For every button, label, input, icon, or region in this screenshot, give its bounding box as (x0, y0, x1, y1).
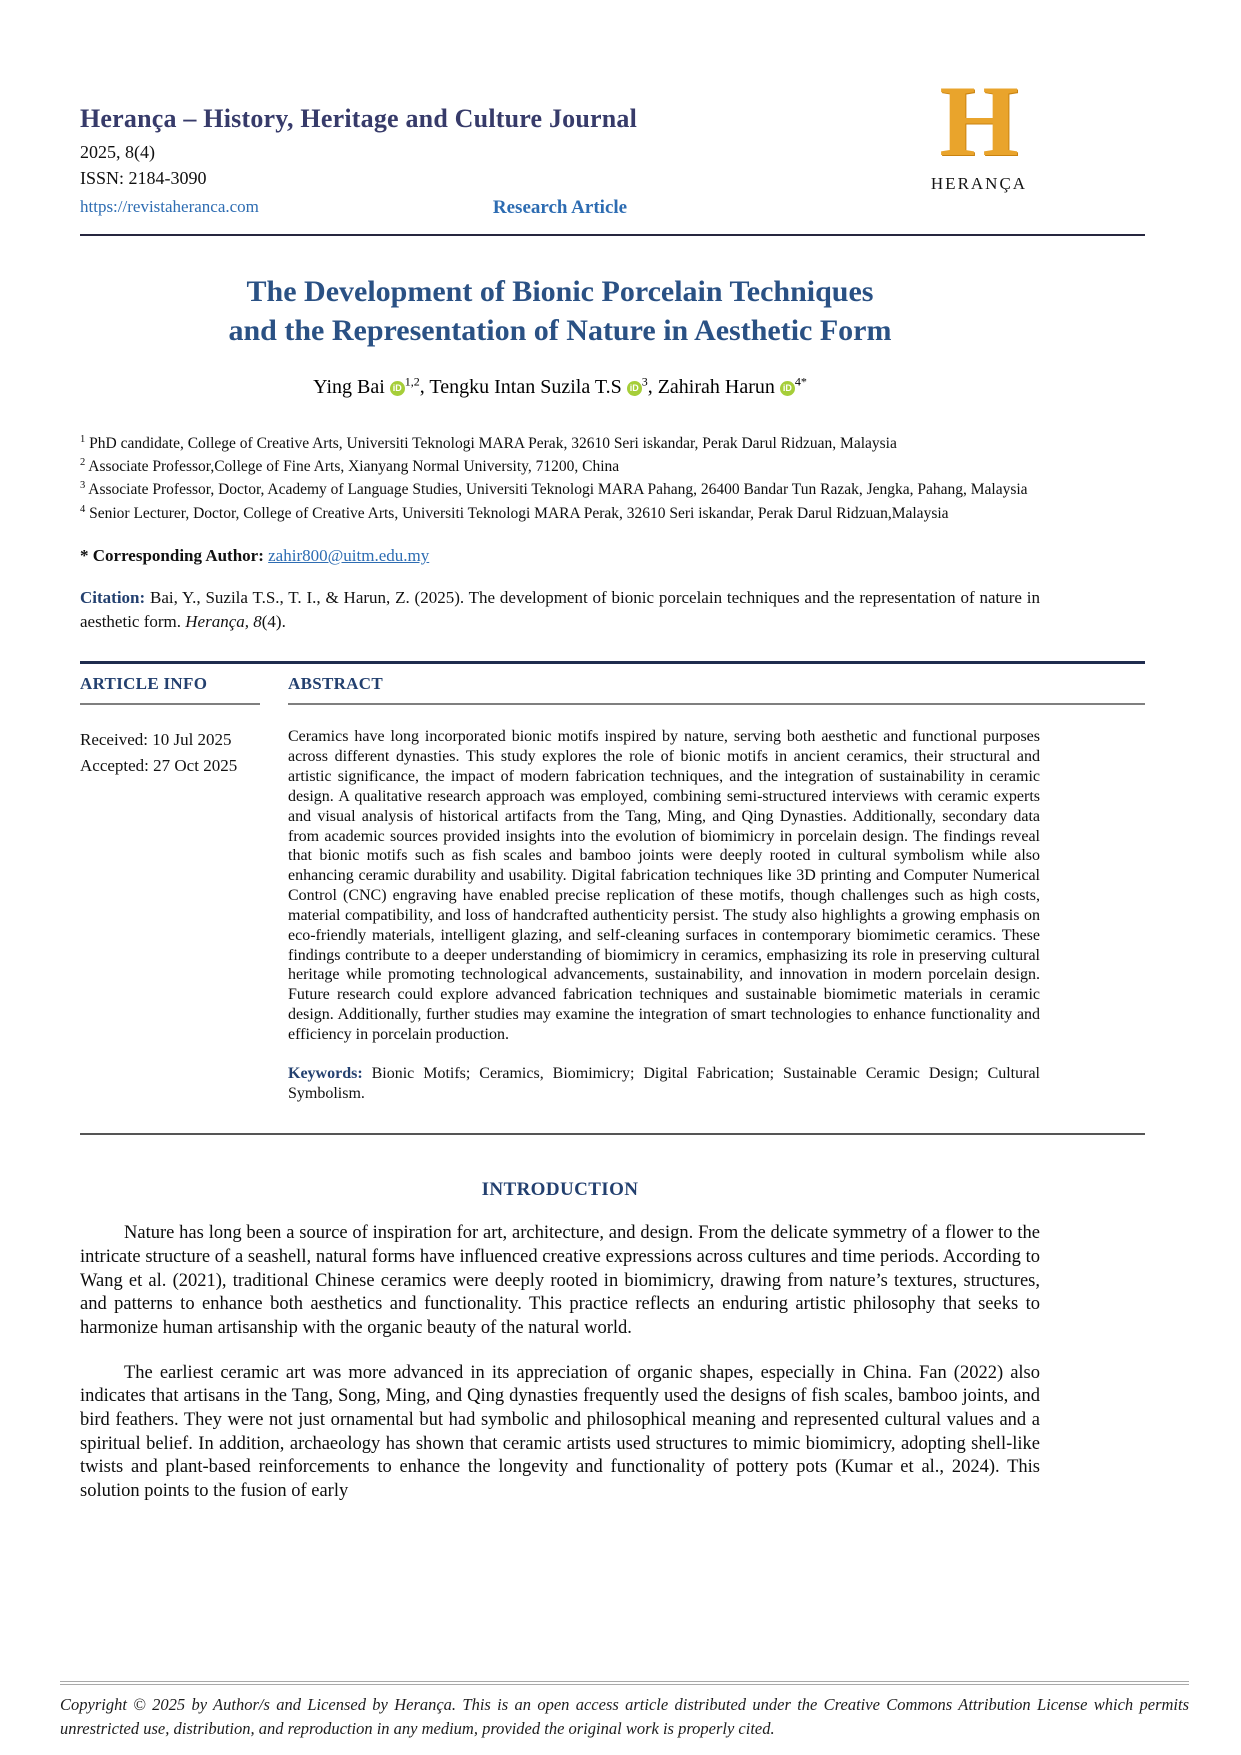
header-bottom-row (80, 197, 1040, 219)
accepted-date: Accepted: 27 Oct 2025 (80, 755, 238, 775)
journal-name: Herança – History, Heritage and Culture Journal (80, 104, 638, 133)
issue-line: 2025, 8(4) (80, 142, 155, 162)
paper-title-line1: The Development of Bionic Porcelain Techniques (246, 275, 874, 308)
received-date: Received: 10 Jul 2025 (80, 730, 232, 750)
abstract-text: Ceramics have long incorporated bionic motifs inspired by nature, serving both aesthetic and functional purposes across different dynasties. This study explores the role of bionic motifs in ancient ceramics, their structural and artistic significance, the impact of modern fabrication techniques, and the integration of sustainability in ceramic design. A qualitative research approach was employed, combining semi-structured interviews with ceramic experts and visual analysis of historical artifacts from the Tang, Ming, and Qing Dynasties. Additionally, secondary data from academic sources provided insights into the evolution of biomimicry in porcelain design. The findings reveal that bionic motifs such as fish scales and bamboo joints were deeply rooted in cultural symbolism while also enhancing ceramic durability and usability. Digital fabrication techniques like 3D printing and Computer Numerical Control (CNC) engraving have enabled precise replication of these motifs, though challenges such as high costs, material compatibility, and loss of handcrafted authenticity persist. The study also highlights a growing emphasis on eco-friendly materials, intelligent glazing, and self-cleaning surfaces in contemporary biomimetic ceramics. These findings contribute to a deeper understanding of biomimicry in ceramics, emphasizing its role in preserving cultural heritage while promoting technological advancements, sustainability, and innovation in modern porcelain design. Future research could explore advanced fabrication techniques and sustainable biomimetic materials in ceramic design. Additionally, further studies may examine the integration of smart technologies to enhance functionality and efficiency in porcelain production. (288, 728, 1040, 1043)
journal-url-link[interactable]: https://revistaheranca.com (80, 197, 259, 216)
introduction-body (80, 1222, 1040, 1503)
corresponding-author-line (80, 546, 1040, 566)
logo-wordmark: HERANÇA (930, 173, 1028, 193)
keywords-text: Bionic Motifs; Ceramics, Biomimicry; Digital Fabrication; Sustainable Ceramic Design; Cultural Symbolism. (288, 1064, 1041, 1103)
citation-line (80, 586, 1040, 634)
affiliation-line: $^1$ PhD candidate, College of Creative Arts, Universiti Teknologi MARA Perak, 32610 Seri iskandar, Perak Darul Ridzuan, Malaysia (80, 433, 897, 452)
affiliation-line: $^3$ Associate Professor, Doctor, Academy of Language Studies, Universiti Teknologi MARA Pahang, 26400 Bandar Tun Razak, Jengka, Pahang, Malaysia (80, 480, 1028, 499)
introduction-heading: INTRODUCTION (481, 1179, 639, 1201)
article-info-abstract-block (80, 661, 1145, 1135)
article-info-heading: ARTICLE INFO (80, 664, 260, 705)
issn-line: ISSN: 2184-3090 (80, 168, 207, 188)
author-affiliation-superscript: 1,2 (404, 374, 420, 388)
orcid-icon[interactable]: iD (780, 381, 795, 396)
citation-label: Citation: (80, 587, 146, 607)
body-paragraph: Nature has long been a source of inspiration for art, architecture, and design. From the delicate symmetry of a flower to the intricate structure of a seashell, natural forms have influenced creative expressions across cultures and time periods. According to Wang et al. (2021), traditional Chinese ceramics were deeply rooted in biomimicry, drawing from nature’s textures, structures, and patterns to enhance both aesthetics and functionality. This practice reflects an enduring artistic philosophy that seeks to harmonize human artisanship with the organic beauty of the natural world. (80, 1223, 1040, 1338)
orcid-icon[interactable]: iD (627, 381, 642, 396)
abstract-heading: ABSTRACT (288, 664, 1145, 705)
copyright-footer (60, 1681, 1189, 1741)
paper-title (80, 272, 1040, 350)
info-grid (80, 664, 1145, 1133)
citation-text: Bai, Y., Suzila T.S., T. I., & Harun, Z. (2025). The development of bionic porcelain techniques and the representation of nature in aesthetic form. (80, 587, 1040, 631)
header-divider (80, 234, 1145, 236)
affiliation-line: $^4$ Senior Lecturer, Doctor, College of Creative Arts, Universiti Teknologi MARA Perak, 32610 Seri iskandar, Perak Darul Ridzuan,Malaysia (80, 503, 949, 522)
author-affiliation-superscript: 3 (641, 374, 648, 388)
affiliation-line: $^2$ Associate Professor,College of Fine Arts, Xianyang Normal University, 71200, China (80, 456, 620, 476)
body-paragraph: The earliest ceramic art was more advanced in its appreciation of organic shapes, especially in China. Fan (2022) also indicates that artisans in the Tang, Song, Ming, and Qing dynasties frequently used the designs of fish scales, bamboo joints, and bird feathers. They were not just ornamental but had symbolic and philosophical meaning and represented cultural values and a spiritual belief. In addition, archaeology has shown that ceramic artists used structures to mimic biomimicry, adopting shell-like twists and plant-based reinforcements to enhance the longevity and functionality of pottery pots (Kumar et al., 2024). This solution points to the fusion of early (80, 1362, 1040, 1501)
author-name: Zahirah Harun iD $^{4*}$ (657, 374, 807, 398)
keywords-label: Keywords: (288, 1064, 372, 1082)
corresponding-email-link[interactable]: zahir800@uitm.edu.my (268, 545, 430, 565)
citation-source: Herança, 8 (185, 611, 262, 631)
authors-line: Ying Bai iD $^{1,2}$, Tengku Intan Suzila T.S iD $^3$, Zahirah Harun iD $^{4*}$ (313, 374, 807, 398)
corresponding-label: * Corresponding Author: (80, 545, 269, 565)
citation-tail: (4). (261, 611, 286, 631)
heranca-logo-icon: H (939, 65, 1019, 178)
keywords-line (288, 1064, 1040, 1106)
article-info-dates (80, 705, 260, 1133)
page-content (80, 0, 1040, 1504)
affiliations (80, 433, 1040, 524)
author-name: Ying Bai iD $^{1,2}$ (313, 374, 420, 398)
copyright-text: Copyright © 2025 by Author/s and Licensed by Herança. This is an open access article distributed under the Creative Commons Attribution License which permits unrestricted use, distribution, and reproduction in any medium, provided the original work is properly cited. (60, 1695, 1189, 1739)
article-type-label: Research Article (492, 197, 628, 218)
abstract-cell (288, 705, 1145, 1133)
author-affiliation-superscript: 4* (794, 374, 807, 388)
author-name: Tengku Intan Suzila T.S iD $^3$ (429, 374, 648, 398)
paper-title-line2: and the Representation of Nature in Aesthetic Form (228, 314, 892, 347)
orcid-icon[interactable]: iD (390, 381, 405, 396)
